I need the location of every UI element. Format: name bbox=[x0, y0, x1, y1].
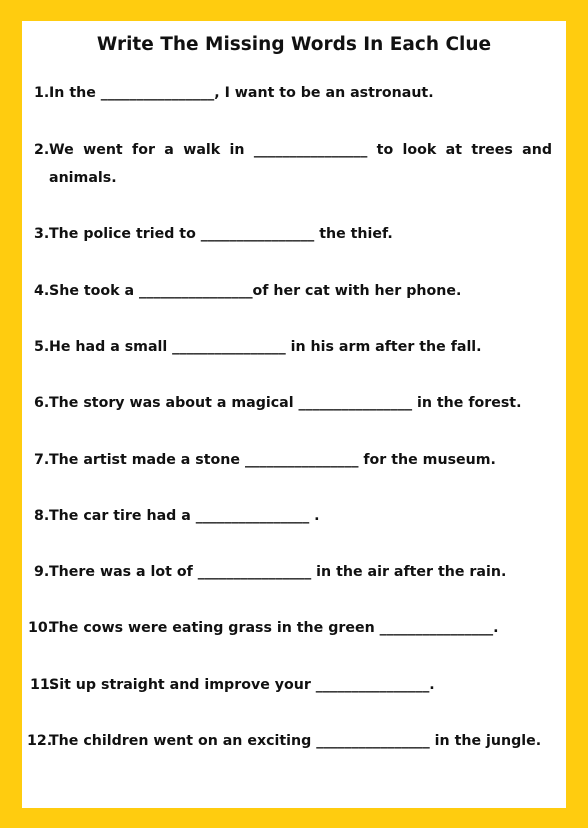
clue-text: The cows were eating grass in the green ________________. bbox=[49, 620, 499, 636]
clue-text: Sit up straight and improve your ________________. bbox=[49, 677, 435, 693]
clue-number: 5. bbox=[34, 339, 50, 355]
clue-number: 4. bbox=[34, 283, 50, 299]
clue-number: 6. bbox=[34, 395, 50, 411]
clue-number: 8. bbox=[34, 508, 50, 524]
clue-text: There was a lot of ________________ in the air after the rain. bbox=[49, 564, 507, 580]
worksheet-title: Write The Missing Words In Each Clue bbox=[96, 34, 492, 55]
clue-number: 3. bbox=[34, 226, 50, 242]
clue-number: 1. bbox=[34, 85, 50, 101]
clue-number: 7. bbox=[34, 452, 50, 468]
clue-number: 11. bbox=[30, 677, 56, 693]
clue-text: The police tried to ________________ the thief. bbox=[49, 226, 393, 242]
clue-text: The story was about a magical ________________ in the forest. bbox=[49, 395, 522, 411]
worksheet-page bbox=[22, 21, 566, 808]
clue-text: We went for a walk in ________________ to look at trees and animals. bbox=[49, 142, 552, 186]
clue-text: He had a small ________________ in his arm after the fall. bbox=[49, 339, 482, 355]
clue-number: 9. bbox=[34, 564, 50, 580]
clue-text: The car tire had a ________________ . bbox=[49, 508, 320, 524]
clue-text: The artist made a stone ________________ for the museum. bbox=[49, 452, 496, 468]
clue-number: 12. bbox=[27, 733, 53, 749]
clue-text: She took a ________________of her cat with her phone. bbox=[49, 283, 462, 299]
clue-text: In the ________________, I want to be an astronaut. bbox=[49, 85, 434, 101]
clue-text: The children went on an exciting ________________ in the jungle. bbox=[49, 733, 542, 749]
clue-number: 10. bbox=[28, 620, 54, 636]
clue-number: 2. bbox=[34, 142, 50, 158]
